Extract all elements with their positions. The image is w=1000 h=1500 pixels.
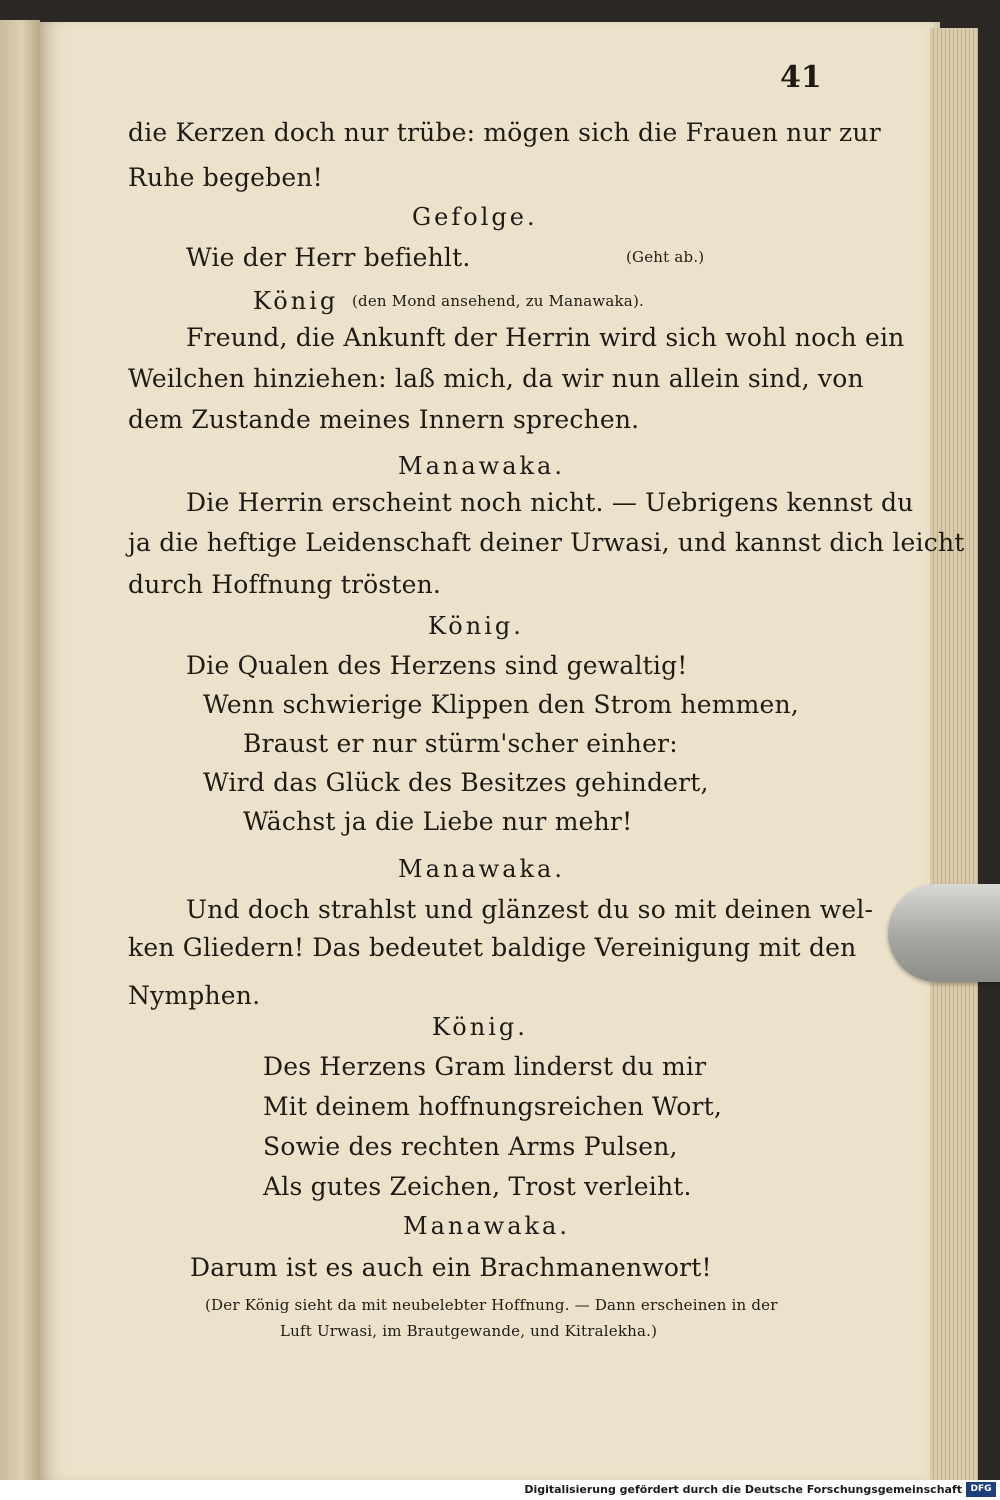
funding-credit: Digitalisierung gefördert durch die Deutsche Forschungsgemeinschaft xyxy=(524,1483,962,1496)
verse-line: Des Herzens Gram linderst du mir xyxy=(263,1052,707,1081)
text-line: Wie der Herr befiehlt. xyxy=(186,243,471,272)
text-line: Ruhe begeben! xyxy=(128,163,323,192)
stage-direction: (Geht ab.) xyxy=(626,248,705,266)
text-line: ja die heftige Leidenschaft deiner Urwasi, und kannst dich leicht xyxy=(128,528,965,557)
text-line: Weilchen hinziehen: laß mich, da wir nun allein sind, von xyxy=(128,364,864,393)
text-line: durch Hoffnung trösten. xyxy=(128,570,442,599)
page-stack-edge xyxy=(930,28,978,1480)
verse-line: Wächst ja die Liebe nur mehr! xyxy=(243,807,633,836)
digitization-footer xyxy=(0,1480,1000,1500)
speaker-name: Manawaka. xyxy=(398,452,565,480)
verse-line: Darum ist es auch ein Brachmanenwort! xyxy=(190,1253,712,1282)
speaker-name: König. xyxy=(428,612,524,640)
text-line: Freund, die Ankunft der Herrin wird sich wohl noch ein xyxy=(186,323,905,352)
page-number: 41 xyxy=(780,60,822,95)
text-line: die Kerzen doch nur trübe: mögen sich die Frauen nur zur xyxy=(128,118,881,147)
verse-line: Als gutes Zeichen, Trost verleiht. xyxy=(263,1172,692,1201)
verse-line: Wenn schwierige Klippen den Strom hemmen, xyxy=(203,690,799,719)
page-clip xyxy=(888,884,1000,982)
speaker-name: Manawaka. xyxy=(398,855,565,883)
text-line: Nymphen. xyxy=(128,981,261,1010)
speaker-name: König xyxy=(253,287,339,315)
stage-direction: Luft Urwasi, im Brautgewande, und Kitralekha.) xyxy=(280,1322,658,1340)
text-line: dem Zustande meines Innern sprechen. xyxy=(128,405,640,434)
stage-direction: (Der König sieht da mit neubelebter Hoffnung. — Dann erscheinen in der xyxy=(205,1296,778,1314)
verse-line: Sowie des rechten Arms Pulsen, xyxy=(263,1132,678,1161)
text-line: Und doch strahlst und glänzest du so mit deinen wel- xyxy=(186,895,874,924)
text-line: ken Gliedern! Das bedeutet baldige Vereinigung mit den xyxy=(128,933,857,962)
verse-line: Wird das Glück des Besitzes gehindert, xyxy=(203,768,709,797)
speaker-name: König. xyxy=(432,1013,528,1041)
text-line: Die Herrin erscheint noch nicht. — Uebrigens kennst du xyxy=(186,488,914,517)
speaker-name: Gefolge. xyxy=(412,203,538,231)
stage-direction: (den Mond ansehend, zu Manawaka). xyxy=(352,292,644,310)
verse-line: Die Qualen des Herzens sind gewaltig! xyxy=(186,651,688,680)
verse-line: Mit deinem hoffnungsreichen Wort, xyxy=(263,1092,723,1121)
left-page-edge xyxy=(0,20,40,1480)
speaker-name: Manawaka. xyxy=(403,1212,570,1240)
verse-line: Braust er nur stürm'scher einher: xyxy=(243,729,678,758)
dfg-logo: DFG xyxy=(966,1482,996,1497)
